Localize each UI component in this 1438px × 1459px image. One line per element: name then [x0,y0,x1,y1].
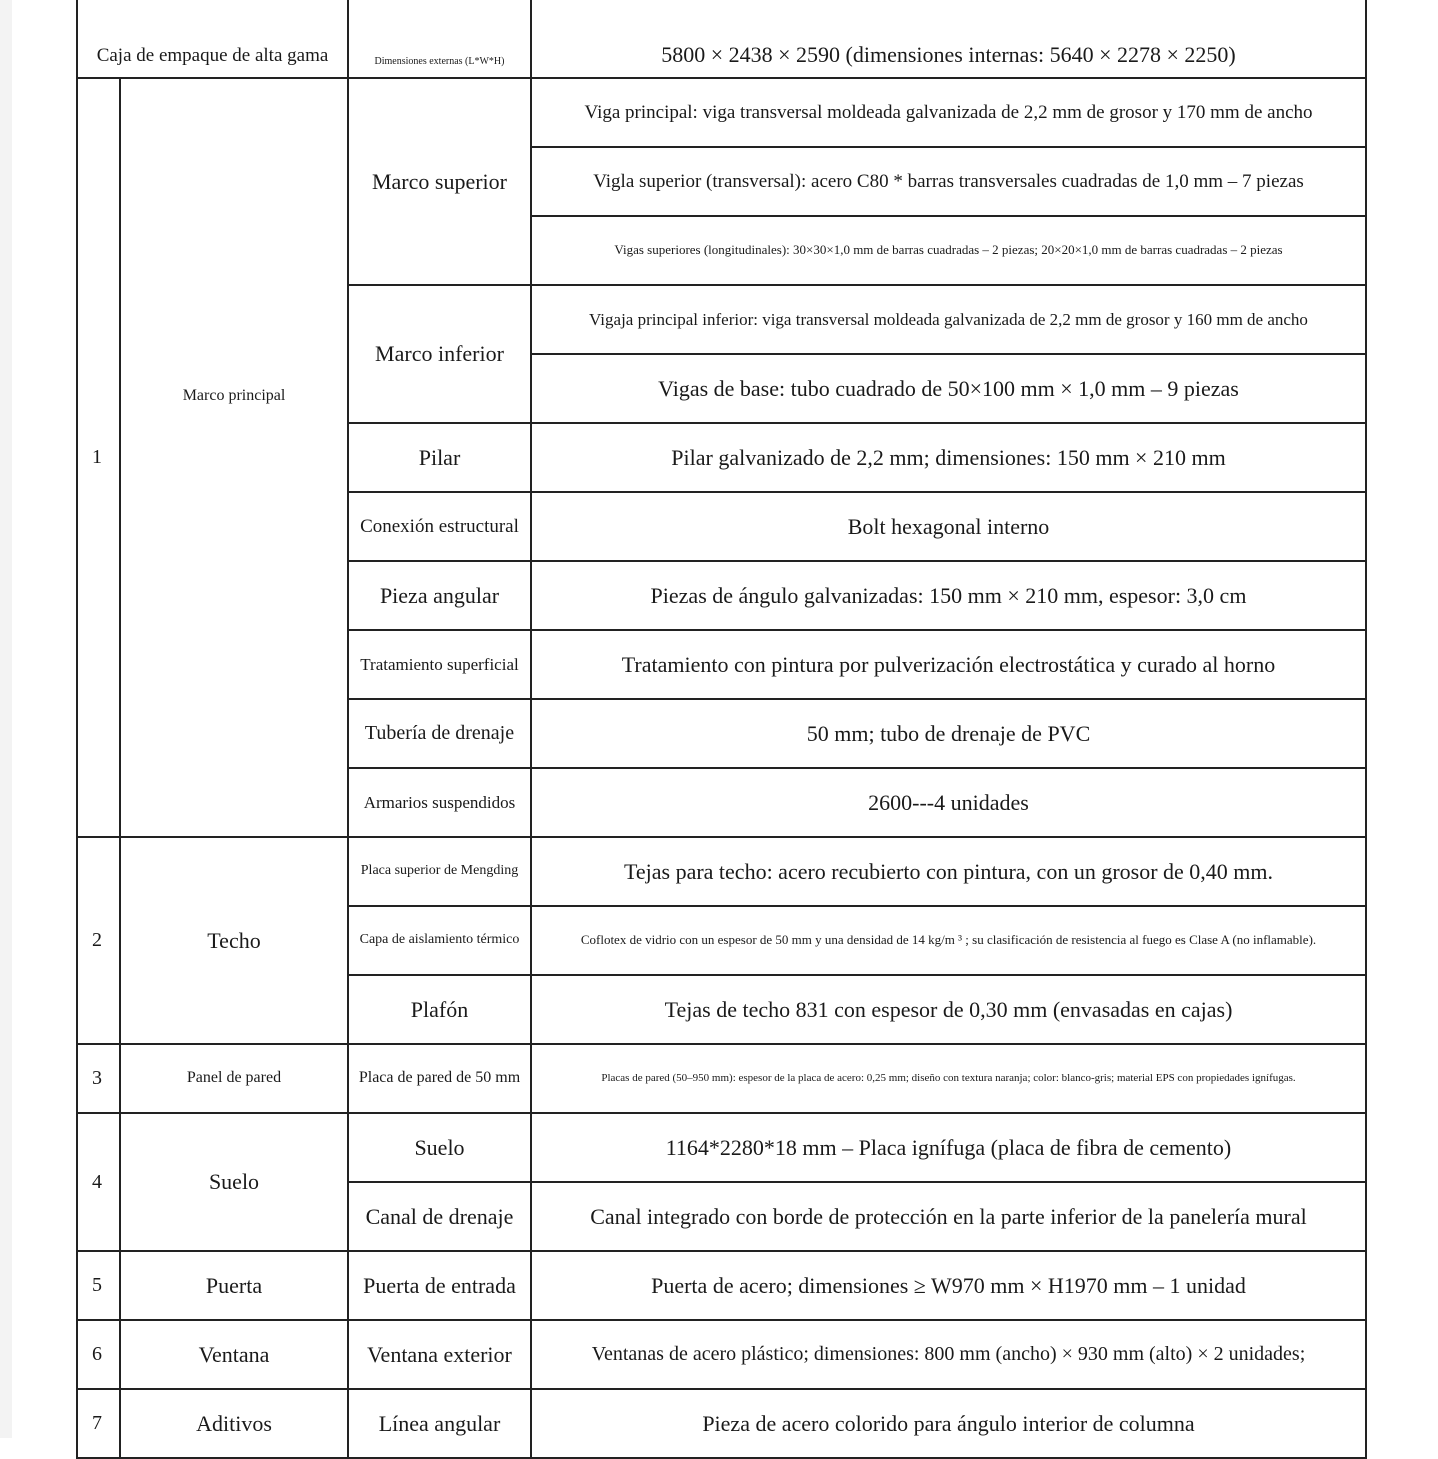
spec-cell: 1164*2280*18 mm – Placa ignífuga (placa de fibra de cemento) [531,1113,1366,1182]
group-number: 6 [77,1320,120,1389]
part-name: Tratamiento superficial [348,630,531,699]
spec-cell: Ventanas de acero plástico; dimensiones: 800 mm (ancho) × 930 mm (alto) × 2 unidades; [531,1320,1366,1389]
table-row [77,1113,1366,1182]
dimensions-label: Dimensiones externas (L*W*H) [348,0,531,78]
part-name: Canal de drenaje [348,1182,531,1251]
spec-cell: Tratamiento con pintura por pulverización electrostática y curado al horno [531,630,1366,699]
part-name: Conexión estructural [348,492,531,561]
group-number: 3 [77,1044,120,1113]
group-name: Marco principal [120,78,348,837]
table-row [77,0,1366,78]
product-name: Caja de empaque de alta gama [77,0,348,78]
page-gutter [0,0,12,1438]
spec-cell: Vigla superior (transversal): acero C80 * barras transversales cuadradas de 1,0 mm – 7 piezas [531,147,1366,216]
group-name: Techo [120,837,348,1044]
part-name: Pilar [348,423,531,492]
part-name: Tubería de drenaje [348,699,531,768]
spec-cell: Tejas para techo: acero recubierto con pintura, con un grosor de 0,40 mm. [531,837,1366,906]
group-number: 7 [77,1389,120,1458]
group-name: Aditivos [120,1389,348,1458]
table-row [77,1389,1366,1458]
table-row [77,837,1366,906]
group-name: Puerta [120,1251,348,1320]
part-name: Armarios suspendidos [348,768,531,837]
spec-cell: Vigaja principal inferior: viga transversal moldeada galvanizada de 2,2 mm de grosor y 160 mm de ancho [531,285,1366,354]
table-row [77,1044,1366,1113]
spec-cell: Coflotex de vidrio con un espesor de 50 mm y una densidad de 14 kg/m ³ ; su clasificación de resistencia al fuego es Clase A (no inflamable). [531,906,1366,975]
group-number: 2 [77,837,120,1044]
part-name: Placa de pared de 50 mm [348,1044,531,1113]
group-name: Panel de pared [120,1044,348,1113]
spec-cell: Canal integrado con borde de protección en la parte inferior de la panelería mural [531,1182,1366,1251]
spec-cell: Placas de pared (50–950 mm): espesor de la placa de acero: 0,25 mm; diseño con textura naranja; color: blanco-gris; material EPS con propiedades ignífugas. [531,1044,1366,1113]
spec-cell: Pilar galvanizado de 2,2 mm; dimensiones: 150 mm × 210 mm [531,423,1366,492]
part-name: Capa de aislamiento térmico [348,906,531,975]
spec-cell: Vigas superiores (longitudinales): 30×30×1,0 mm de barras cuadradas – 2 piezas; 20×20×1,0 mm de barras cuadradas – 2 piezas [531,216,1366,285]
part-name: Marco inferior [348,285,531,423]
part-name: Línea angular [348,1389,531,1458]
part-name: Ventana exterior [348,1320,531,1389]
dimensions-value: 5800 × 2438 × 2590 (dimensiones internas: 5640 × 2278 × 2250) [531,0,1366,78]
part-name: Marco superior [348,78,531,285]
group-number: 5 [77,1251,120,1320]
table-row [77,1251,1366,1320]
table-row [77,78,1366,147]
spec-cell: Bolt hexagonal interno [531,492,1366,561]
spec-cell: Viga principal: viga transversal moldeada galvanizada de 2,2 mm de grosor y 170 mm de ancho [531,78,1366,147]
group-number: 4 [77,1113,120,1251]
table-row [77,1320,1366,1389]
spec-cell: 2600---4 unidades [531,768,1366,837]
spec-cell: Tejas de techo 831 con espesor de 0,30 mm (envasadas en cajas) [531,975,1366,1044]
part-name: Placa superior de Mengding [348,837,531,906]
part-name: Plafón [348,975,531,1044]
part-name: Puerta de entrada [348,1251,531,1320]
spec-cell: Vigas de base: tubo cuadrado de 50×100 mm × 1,0 mm – 9 piezas [531,354,1366,423]
spec-table [76,0,1367,1459]
spec-cell: Pieza de acero colorido para ángulo interior de columna [531,1389,1366,1458]
group-number: 1 [77,78,120,837]
spec-cell: Puerta de acero; dimensiones ≥ W970 mm × H1970 mm – 1 unidad [531,1251,1366,1320]
part-name: Suelo [348,1113,531,1182]
group-name: Suelo [120,1113,348,1251]
spec-cell: 50 mm; tubo de drenaje de PVC [531,699,1366,768]
part-name: Pieza angular [348,561,531,630]
group-name: Ventana [120,1320,348,1389]
spec-cell: Piezas de ángulo galvanizadas: 150 mm × 210 mm, espesor: 3,0 cm [531,561,1366,630]
